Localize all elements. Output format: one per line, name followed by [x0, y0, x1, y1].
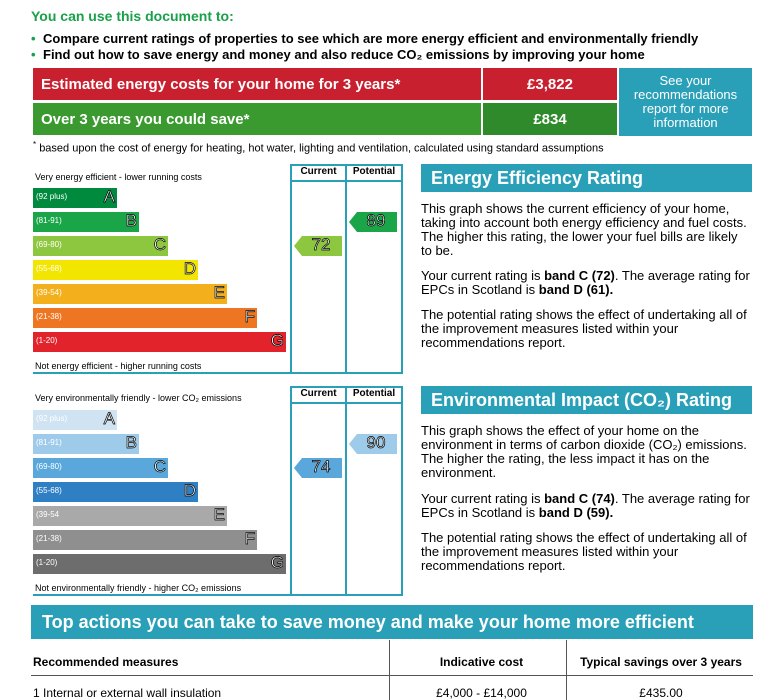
potential-rating-value: 89 [366, 211, 386, 230]
savings-value: £834 [483, 103, 617, 135]
current-rating-value: 72 [311, 235, 331, 254]
band-range: (69-80) [36, 462, 62, 471]
eer-title: Energy Efficiency Rating [421, 164, 752, 192]
eer-para-3: The potential rating shows the effect of undertaking all of the improvement measures listed within your recommendations report. [421, 307, 747, 350]
chart-divider [401, 164, 403, 374]
band-range: (39-54 [36, 510, 60, 519]
band-letter: C [153, 457, 166, 476]
band-letter: F [244, 307, 255, 326]
eer-para-2: Your current rating is band C (72). The average rating for EPCs in Scotland is band D (61). [421, 268, 750, 297]
band-letter: D [183, 259, 196, 278]
band-letter: B [125, 211, 137, 230]
band-letter: B [125, 433, 137, 452]
bullet-icon: • [31, 47, 36, 62]
chart-divider [345, 386, 347, 596]
footnote-star: * [33, 140, 37, 149]
table-cell-cost: £4,000 - £14,000 [436, 686, 527, 700]
band-letter: E [213, 283, 225, 302]
table-divider [389, 640, 390, 700]
energy-cost-text: Estimated energy costs for your home for 3 years* [41, 75, 401, 93]
current-rating-arrow [294, 236, 342, 256]
chart-bottom-note: Not energy efficient - higher running costs [35, 361, 202, 371]
rating-band-d [33, 260, 198, 280]
chart-divider [345, 164, 347, 374]
band-letter: A [103, 409, 115, 428]
chart-header-rule [292, 402, 403, 404]
bullet-item: • Compare current ratings of properties to see which are more energy efficient and environmentally friendly [31, 31, 699, 46]
table-header-rule [31, 675, 753, 676]
table-cell-measure: 1 Internal or external wall insulation [33, 686, 222, 700]
intro-bullets [31, 31, 698, 63]
energy-cost-value: £3,822 [483, 68, 617, 100]
intro-heading: You can use this document to: [31, 8, 234, 24]
band-letter: D [183, 481, 196, 500]
potential-header: Potential [352, 166, 396, 177]
table-cell-savings: £435.00 [639, 686, 683, 700]
potential-rating-arrow [349, 434, 397, 454]
rating-band-g [33, 332, 286, 352]
rating-band-d [33, 482, 198, 502]
chart-header-rule [292, 180, 403, 182]
rating-band-a [33, 188, 117, 208]
band-letter: E [213, 505, 225, 524]
table-divider [566, 640, 567, 700]
bullet-item: • Find out how to save energy and money and also reduce CO₂ emissions by improving your home [31, 47, 645, 62]
eer-para-1: This graph shows the current efficiency of your home, taking into account both energy efficiency and fuel costs. The higher this rating, the lower your fuel bills are likely to be. [421, 201, 747, 258]
rating-band-f [33, 308, 257, 328]
band-range: (81-91) [36, 216, 62, 225]
band-range: (55-68) [36, 486, 62, 495]
band-letter: A [103, 187, 115, 206]
top-actions-title: Top actions you can take to save money and make your home more efficient [31, 605, 753, 639]
chart-top-note: Very environmentally friendly - lower CO₂ emissions [35, 393, 242, 403]
rating-band-e [33, 284, 227, 304]
rating-band-c [33, 236, 168, 256]
chart-top-note: Very energy efficient - lower running costs [35, 172, 202, 182]
band-letter: G [270, 331, 284, 350]
rating-band-a [33, 410, 117, 430]
band-letter: C [153, 235, 166, 254]
energy-cost-label [33, 68, 481, 100]
band-range: (81-91) [36, 438, 62, 447]
savings-label [33, 103, 481, 135]
current-header: Current [300, 166, 337, 177]
rating-band-b [33, 434, 139, 454]
band-range: (1-20) [36, 558, 58, 567]
savings-text: Over 3 years you could save* [41, 110, 250, 128]
potential-rating-arrow [349, 212, 397, 232]
band-letter: G [270, 553, 284, 572]
rating-band-b [33, 212, 139, 232]
band-range: (92 plus) [36, 414, 68, 423]
rating-band-g [33, 554, 286, 574]
potential-rating-value: 90 [366, 433, 386, 452]
band-range: (21-38) [36, 312, 62, 321]
band-range: (69-80) [36, 240, 62, 249]
potential-header: Potential [352, 388, 396, 399]
rating-band-c [33, 458, 168, 478]
current-header: Current [300, 388, 337, 399]
chart-bottom-rule [33, 594, 403, 596]
band-range: (21-38) [36, 534, 62, 543]
footnote-text: based upon the cost of energy for heating, hot water, lighting and ventilation, calculated using standard assumptions [39, 142, 604, 155]
band-range: (55-68) [36, 264, 62, 273]
chart-divider [290, 386, 292, 596]
chart-divider [290, 164, 292, 374]
rating-band-f [33, 530, 257, 550]
col-header-savings: Typical savings over 3 years [580, 655, 742, 669]
see-report-note [619, 68, 752, 136]
see-report-text: See your recommendations report for more information [633, 73, 738, 130]
cost-footnote [33, 140, 604, 155]
band-letter: F [244, 529, 255, 548]
band-range: (92 plus) [36, 192, 68, 201]
eir-para-1: This graph shows the effect of your home on the environment in terms of carbon dioxide (CO₂) emissions. The higher the rating, the less impact it has on the environment. [421, 423, 747, 480]
current-rating-value: 74 [311, 457, 331, 476]
chart-bottom-note: Not environmentally friendly - higher CO₂ emissions [35, 583, 242, 593]
col-header-measures: Recommended measures [33, 655, 179, 669]
band-range: (39-54) [36, 288, 62, 297]
band-range: (1-20) [36, 336, 58, 345]
eir-para-3: The potential rating shows the effect of undertaking all of the improvement measures listed within your recommendations report. [421, 530, 747, 573]
chart-bottom-rule [33, 372, 403, 374]
bullet-icon: • [31, 31, 36, 46]
eir-para-2: Your current rating is band C (74). The average rating for EPCs in Scotland is band D (59). [421, 491, 750, 520]
chart-divider [401, 386, 403, 596]
current-rating-arrow [294, 458, 342, 478]
col-header-cost: Indicative cost [439, 655, 524, 669]
rating-band-e [33, 506, 227, 526]
eir-title: Environmental Impact (CO₂) Rating [421, 386, 752, 414]
